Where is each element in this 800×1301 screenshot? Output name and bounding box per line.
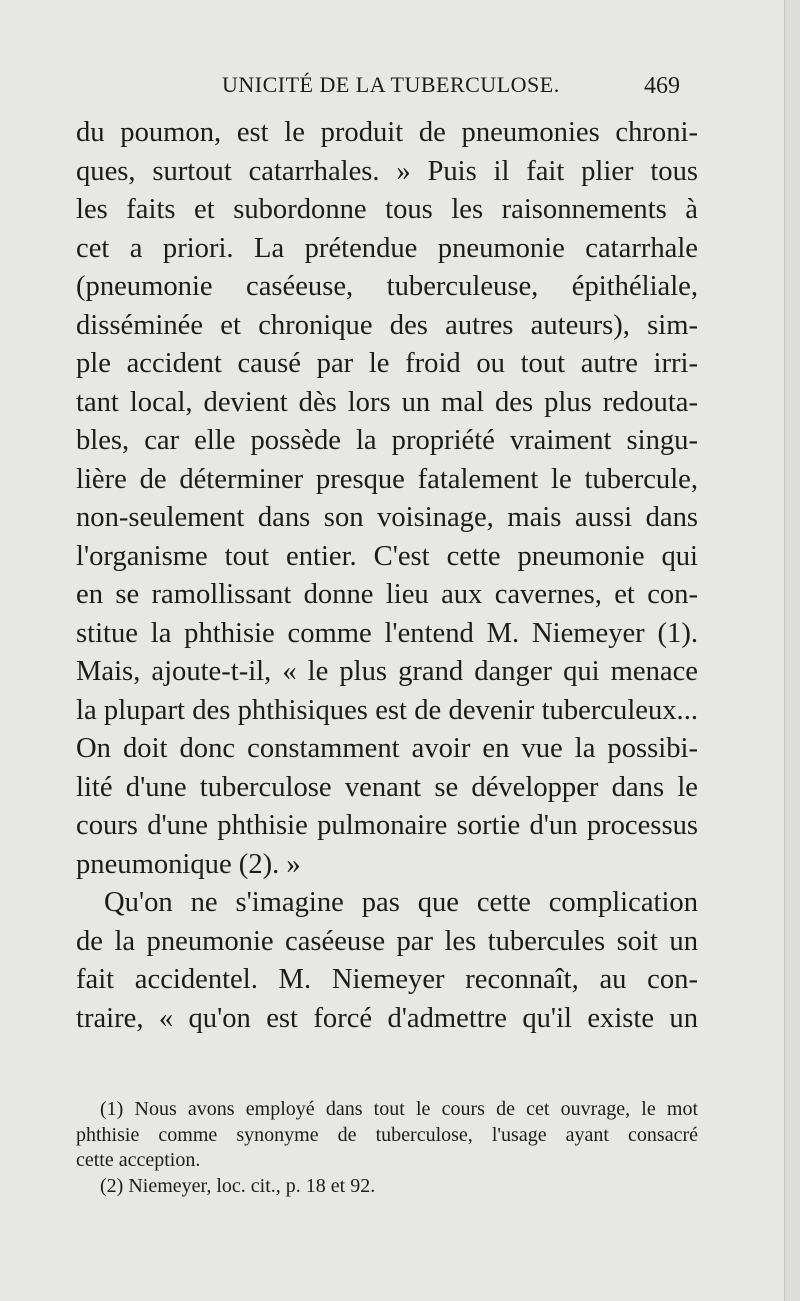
text-line: (pneumonie caséeuse, tuberculeuse, épithéliale, xyxy=(76,271,698,302)
text-line: bles, car elle possède la propriété vraiment singu- xyxy=(76,425,698,456)
text-line: lière de déterminer presque fatalement le tubercule, xyxy=(76,463,698,495)
text-line: Mais, ajoute-t-il, « le plus grand danger qui menace xyxy=(76,656,698,687)
text-line: l'organisme tout entier. C'est cette pneumonie qui xyxy=(76,540,698,572)
text-line: du poumon, est le produit de pneumonies chroni- xyxy=(76,117,698,148)
text-line: de la pneumonie caséeuse par les tubercules soit un xyxy=(76,925,698,957)
text-line: tant local, devient dès lors un mal des plus redouta- xyxy=(76,386,698,418)
text-line: cours d'une phthisie pulmonaire sortie d'un processus xyxy=(76,810,698,841)
text-line: pneumonique (2). » xyxy=(76,848,301,880)
footnote-line: cette acception. xyxy=(76,1149,201,1171)
text-line: ques, surtout catarrhales. » Puis il fait plier tous xyxy=(76,155,698,187)
page-header xyxy=(0,72,784,112)
text-line: disséminée et chronique des autres auteurs), sim- xyxy=(76,309,698,341)
text-line: ple accident causé par le froid ou tout autre irri- xyxy=(76,348,698,379)
text-line: lité d'une tuberculose venant se développer dans le xyxy=(76,771,698,803)
footnotes xyxy=(76,1097,698,1199)
text-line: en se ramollissant donne lieu aux cavernes, et con- xyxy=(76,579,698,610)
text-line: cet a priori. La prétendue pneumonie catarrhale xyxy=(76,232,698,264)
text-line: On doit donc constamment avoir en vue la possibi- xyxy=(76,733,698,764)
footnote-line: (1) Nous avons employé dans tout le cours de cet ouvrage, le mot xyxy=(100,1098,698,1120)
body-text xyxy=(76,114,698,1038)
running-head: UNICITÉ DE LA TUBERCULOSE. xyxy=(222,72,560,97)
text-line: les faits et subordonne tous les raisonnements à xyxy=(76,194,698,225)
text-line: traire, « qu'on est forcé d'admettre qu'il existe un xyxy=(76,1002,698,1034)
paragraph-start-line: Qu'on ne s'imagine pas que cette complication xyxy=(104,887,698,918)
text-line: non-seulement dans son voisinage, mais aussi dans xyxy=(76,502,698,533)
text-line: stitue la phthisie comme l'entend M. Niemeyer (1). xyxy=(76,617,698,649)
footnote-line: (2) Niemeyer, loc. cit., p. 18 et 92. xyxy=(100,1174,376,1197)
text-line: la plupart des phthisiques est de devenir tuberculeux... xyxy=(76,694,698,726)
footnote-line: phthisie comme synonyme de tuberculose, l'usage ayant consacré xyxy=(76,1123,698,1146)
page-number: 469 xyxy=(644,73,680,99)
text-line: fait accidentel. M. Niemeyer reconnaît, au con- xyxy=(76,964,698,995)
